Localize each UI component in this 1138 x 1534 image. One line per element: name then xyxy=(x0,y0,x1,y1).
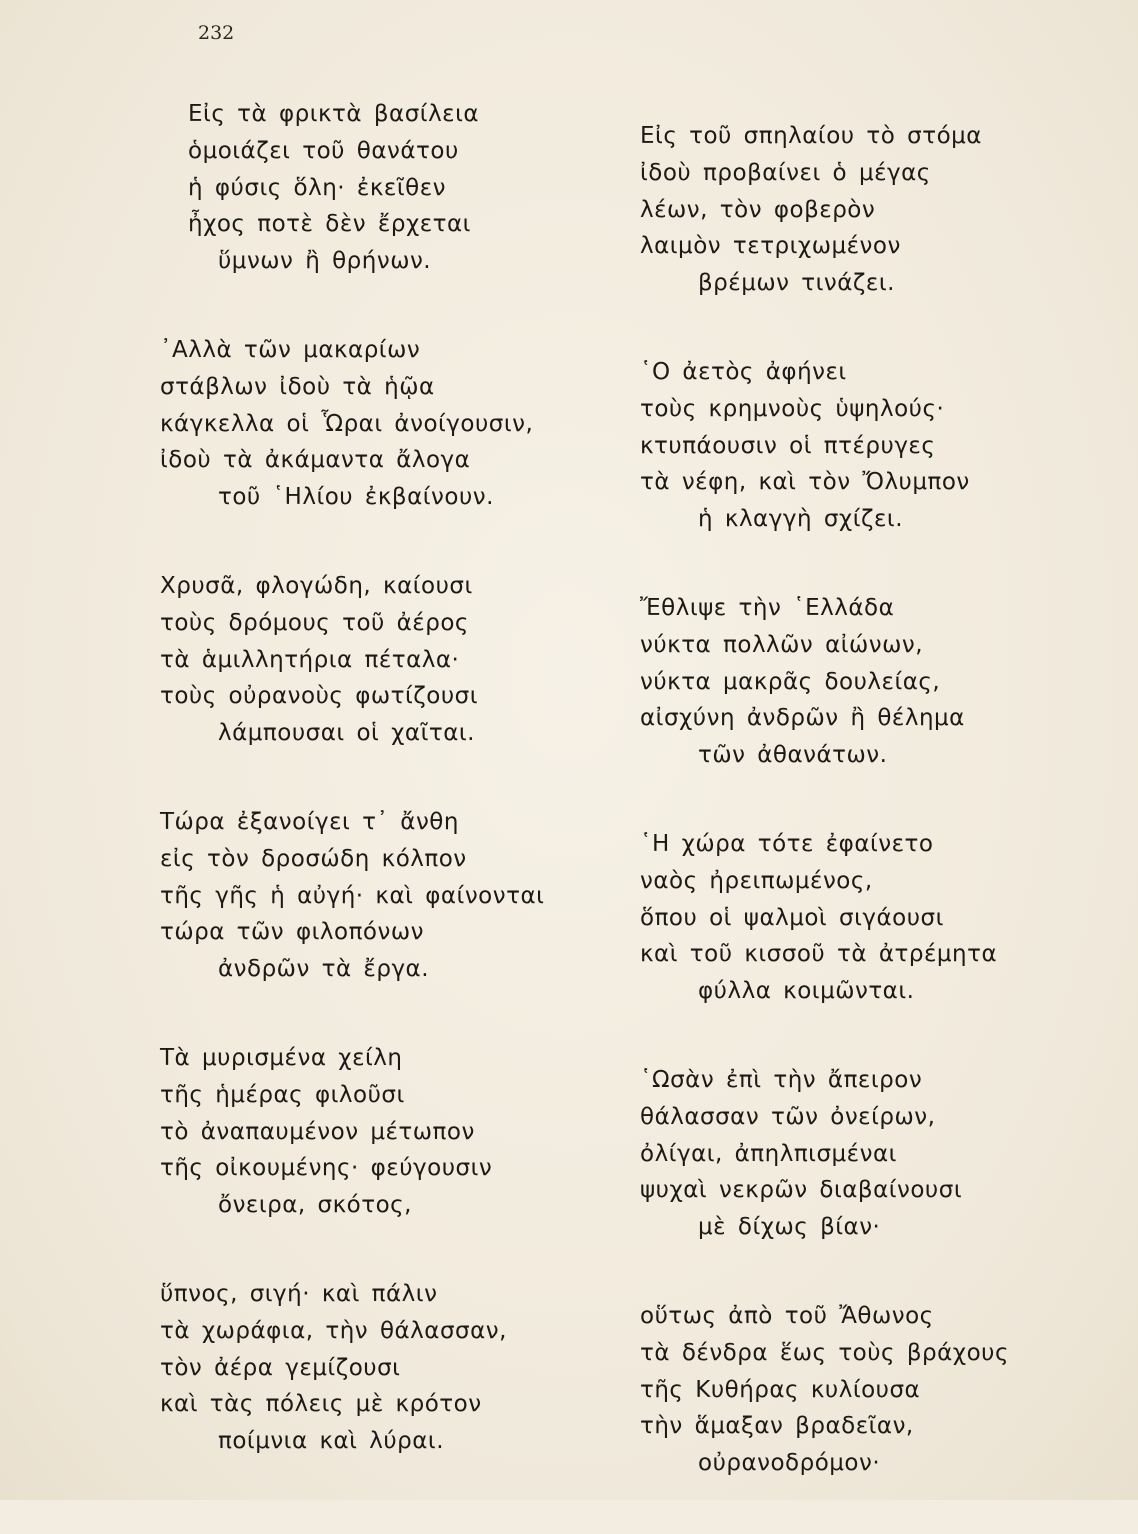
stanza xyxy=(160,804,600,988)
verse-line: τὰ νέφη, καὶ τὸν Ὄλυμπον xyxy=(640,469,970,496)
verse-line: ἡ φύσις ὅλη· ἐκεῖθεν xyxy=(188,174,446,201)
verse-line: τὴν ἅμαξαν βραδεῖαν, xyxy=(640,1413,914,1440)
verse-line: ἰδοὺ προβαίνει ὁ μέγας xyxy=(640,159,931,186)
verse-line: ἦχος ποτὲ δὲν ἔρχεται xyxy=(188,211,471,238)
verse-line: τῆς Κυθήρας κυλίουσα xyxy=(640,1376,921,1403)
verse-line-refrain: τοῦ ῾Ηλίου ἐκβαίνουν. xyxy=(218,484,494,511)
verse-line: τὸν ἀέρα γεμίζουσι xyxy=(160,1354,401,1381)
verse-line-refrain: ἡ κλαγγὴ σχίζει. xyxy=(698,506,904,533)
stanza xyxy=(632,590,1052,774)
verse-line: ὅπου οἱ ψαλμοὶ σιγάουσι xyxy=(640,904,944,931)
stanza xyxy=(632,1062,1052,1246)
stanza xyxy=(160,96,600,280)
verse-line: Χρυσᾶ, φλογώδη, καίουσι xyxy=(160,572,473,599)
verse-line: τῆς ἡμέρας φιλοῦσι xyxy=(160,1081,405,1108)
verse-line: καὶ τὰς πόλεις μὲ κρότον xyxy=(160,1391,482,1418)
verse-line: ναὸς ἠρειπωμένος, xyxy=(640,867,873,894)
verse-line: τώρα τῶν φιλοπόνων xyxy=(160,919,424,946)
verse-line: ῾Ο ἀετὸς ἀφήνει xyxy=(640,358,847,385)
verse-line: καὶ τοῦ κισσοῦ τὰ ἀτρέμητα xyxy=(640,941,998,968)
verse-line-refrain: βρέμων τινάζει. xyxy=(698,270,895,297)
verse-line: τὸ ἀναπαυμένον μέτωπον xyxy=(160,1118,475,1145)
right-column xyxy=(632,96,1052,1534)
verse-line: Τὰ μυρισμένα χείλη xyxy=(160,1044,403,1071)
verse-line: εἰς τὸν δροσώδη κόλπον xyxy=(160,845,467,872)
verse-line-refrain: φύλλα κοιμῶνται. xyxy=(698,978,915,1005)
verse-line: ῾Ωσὰν ἐπὶ τὴν ἄπειρον xyxy=(640,1066,923,1093)
verse-line: λέων, τὸν φοβερὸν xyxy=(640,196,876,223)
verse-line: νύκτα πολλῶν αἰώνων, xyxy=(640,631,924,658)
stanza xyxy=(160,568,600,752)
verse-line: Ἔθλιψε τὴν ῾Ελλάδα xyxy=(640,594,895,621)
stanza xyxy=(160,1276,600,1460)
verse-line-refrain: ἀνδρῶν τὰ ἔργα. xyxy=(218,956,430,983)
verse-line: ᾿Αλλὰ τῶν μακαρίων xyxy=(160,336,421,363)
verse-line: ῾Η χώρα τότε ἐφαίνετο xyxy=(640,830,934,857)
verse-line-refrain: μὲ δίχως βίαν· xyxy=(698,1214,881,1241)
verse-line: ἰδοὺ τὰ ἀκάμαντα ἄλογα xyxy=(160,447,471,474)
stanza xyxy=(160,1040,600,1224)
verse-line: τῆς οἰκουμένης· φεύγουσιν xyxy=(160,1155,493,1182)
verse-line: οὕτως ἀπὸ τοῦ Ἄθωνος xyxy=(640,1302,934,1329)
stanza xyxy=(632,826,1052,1010)
verse-line-refrain: ποίμνια καὶ λύραι. xyxy=(218,1428,445,1455)
verse-line: Τώρα ἐξανοίγει τ᾿ ἄνθη xyxy=(160,808,459,835)
verse-line: τὰ δένδρα ἕως τοὺς βράχους xyxy=(640,1339,1009,1366)
verse-line: τοὺς δρόμους τοῦ ἀέρος xyxy=(160,609,469,636)
verse-line: ὕπνος, σιγή· καὶ πάλιν xyxy=(160,1280,438,1307)
verse-line: τὰ χωράφια, τὴν θάλασσαν, xyxy=(160,1317,507,1344)
verse-line: αἰσχύνη ἀνδρῶν ἢ θέλημα xyxy=(640,705,965,732)
verse-line: κτυπάουσιν οἱ πτέρυγες xyxy=(640,432,936,459)
verse-line: λαιμὸν τετριχωμένον xyxy=(640,233,901,260)
verse-line: κάγκελλα οἱ Ὧραι ἀνοίγουσιν, xyxy=(160,410,534,437)
verse-line-refrain: οὐρανοδρόμον· xyxy=(698,1450,881,1477)
verse-line: νύκτα μακρᾶς δουλείας, xyxy=(640,668,941,695)
stanza xyxy=(160,332,600,516)
verse-line-refrain: ὄνειρα, σκότος, xyxy=(218,1192,412,1219)
verse-line: τοὺς κρημνοὺς ὑψηλούς· xyxy=(640,395,945,422)
verse-line: ὀλίγαι, ἀπηλπισμέναι xyxy=(640,1140,897,1167)
left-column xyxy=(160,96,600,1512)
verse-line: ὁμοιάζει τοῦ θανάτου xyxy=(188,137,459,164)
verse-line: ψυχαὶ νεκρῶν διαβαίνουσι xyxy=(640,1177,963,1204)
verse-line-refrain: ὕμνων ἢ θρήνων. xyxy=(218,248,432,275)
page-number: 232 xyxy=(198,22,235,44)
verse-line: τῆς γῆς ἡ αὐγή· καὶ φαίνονται xyxy=(160,882,545,909)
verse-line: τοὺς οὐρανοὺς φωτίζουσι xyxy=(160,683,479,710)
stanza xyxy=(632,1298,1052,1482)
verse-line: Εἰς τὰ φρικτὰ βασίλεια xyxy=(188,101,480,127)
verse-line-refrain: τῶν ἀθανάτων. xyxy=(698,742,888,769)
verse-line: Εἰς τοῦ σπηλαίου τὸ στόμα xyxy=(640,123,982,149)
verse-line: θάλασσαν τῶν ὀνείρων, xyxy=(640,1103,936,1130)
stanza xyxy=(632,354,1052,538)
verse-line-refrain: λάμπουσαι οἱ χαῖται. xyxy=(218,720,475,747)
stanza xyxy=(632,118,1052,302)
verse-line: τὰ ἁμιλλητήρια πέταλα· xyxy=(160,646,460,673)
verse-line: στάβλων ἰδοὺ τὰ ἡῷα xyxy=(160,373,435,400)
